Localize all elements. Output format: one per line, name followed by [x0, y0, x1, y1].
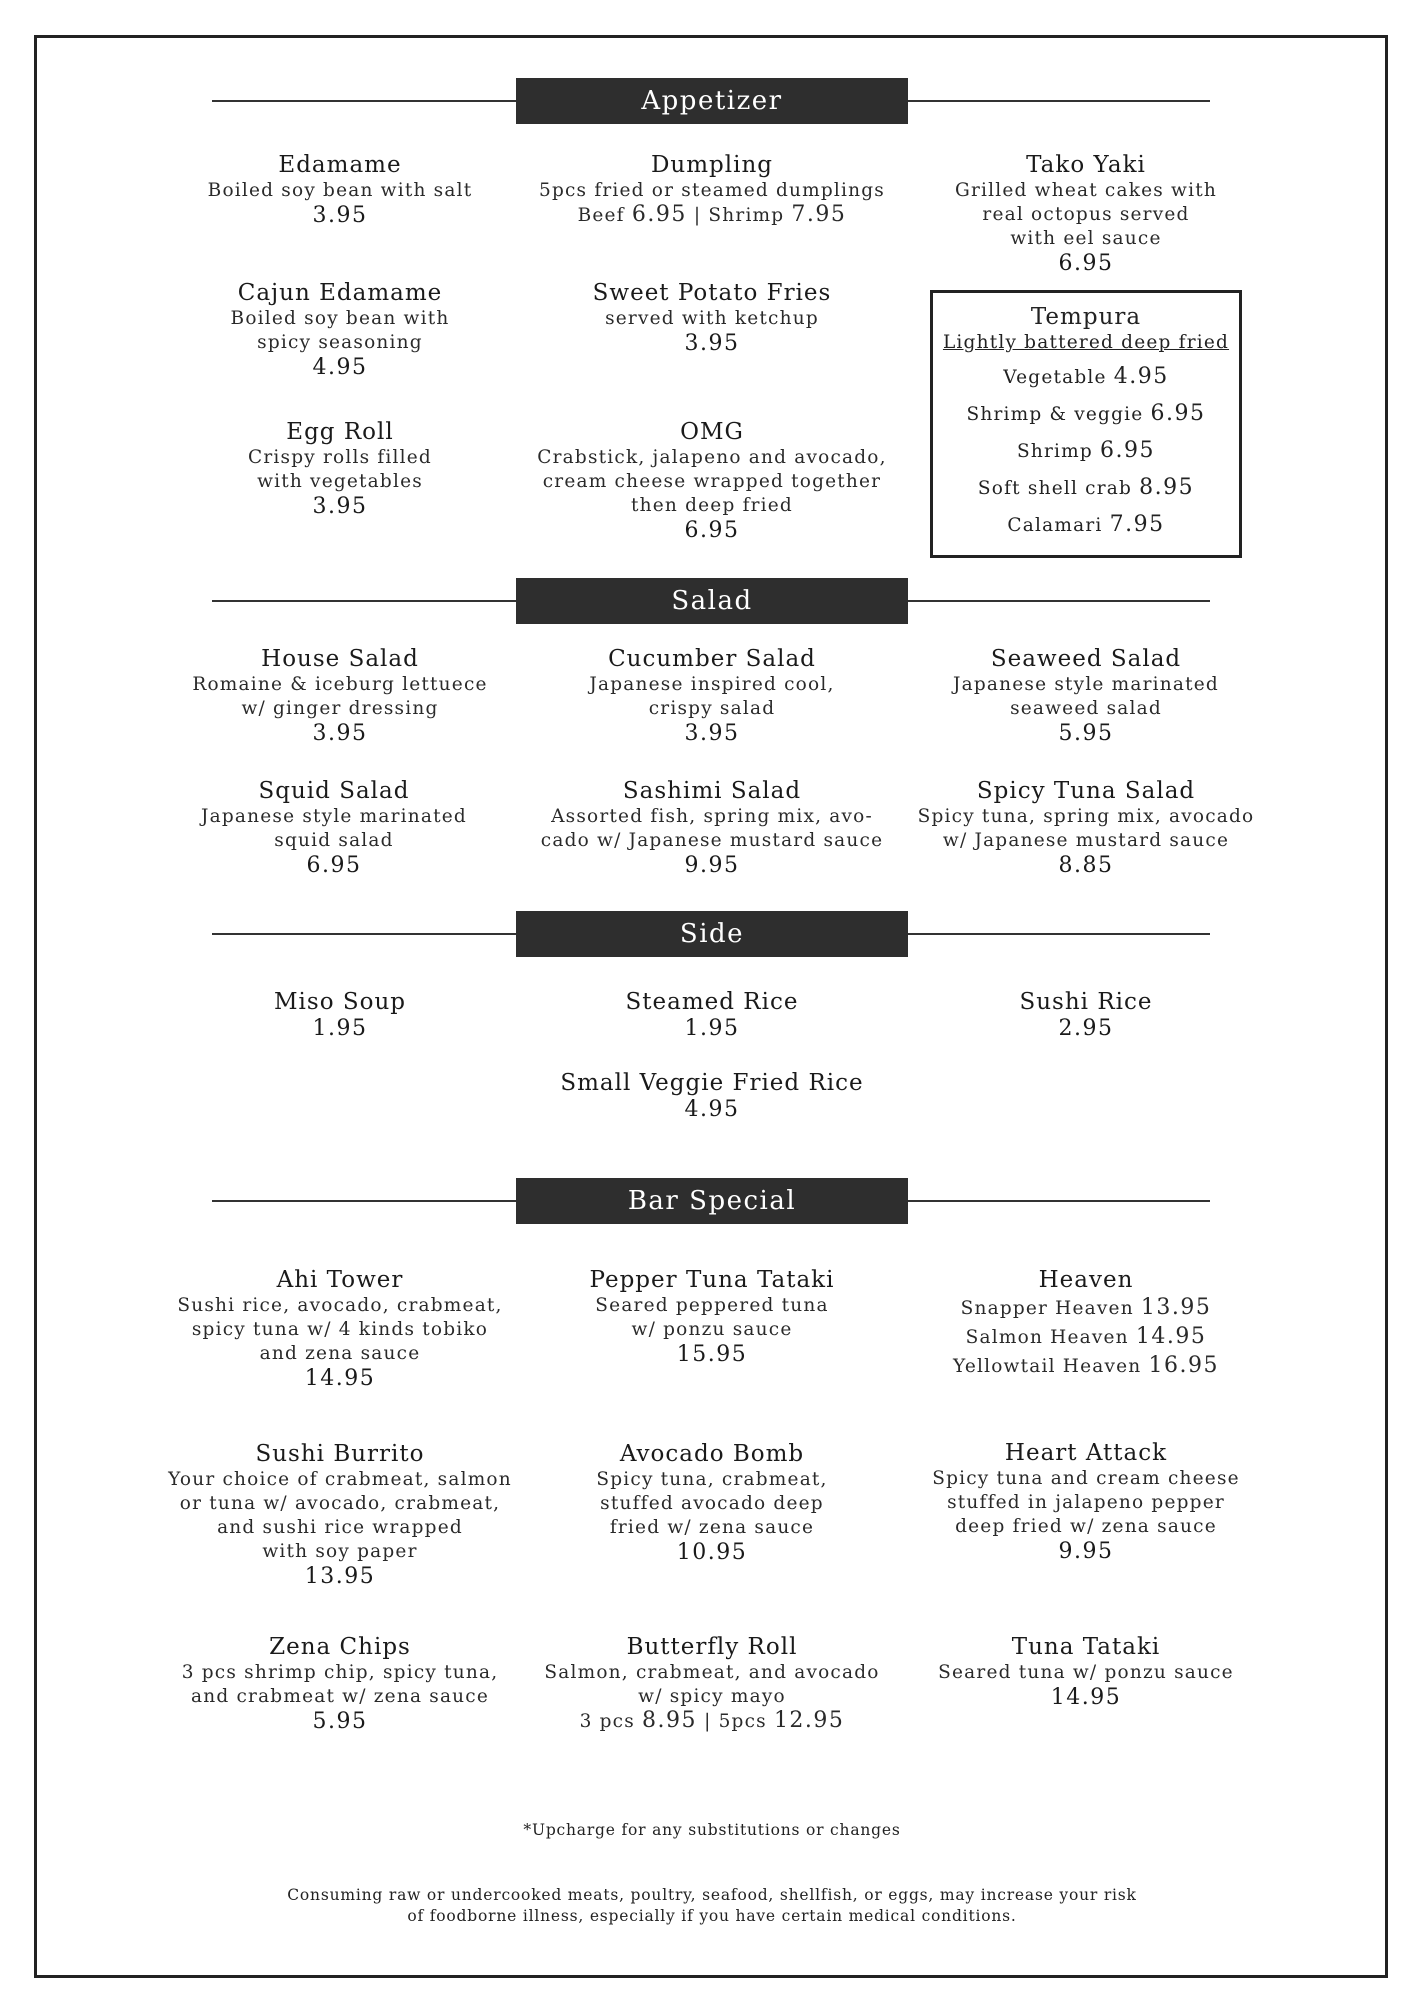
item-price: 1.95 — [684, 1016, 740, 1041]
item-name: Tuna Tataki — [1011, 1634, 1161, 1660]
item-name: Heaven — [1038, 1267, 1134, 1293]
item-description: w/ ginger dressing — [241, 698, 439, 719]
option-price: 13.95 — [1140, 1295, 1212, 1320]
item-description: or tuna w/ avocado, crabmeat, — [179, 1493, 501, 1514]
section-header-appetizer — [212, 78, 1210, 124]
item-price: 2.95 — [1058, 1016, 1114, 1041]
item-description: stuffed avocado deep — [600, 1493, 824, 1514]
item-description: cream cheese wrapped together — [542, 471, 882, 492]
menu-item-spicy-tuna-salad — [896, 777, 1276, 879]
item-price-options — [522, 203, 902, 228]
item-description: w/ ponzu sauce — [631, 1319, 793, 1340]
item-description: and crabmeat w/ zena sauce — [191, 1686, 489, 1707]
item-description: and zena sauce — [259, 1343, 421, 1364]
option-price: 7.95 — [1109, 512, 1165, 537]
item-description: Grilled wheat cakes with — [955, 180, 1217, 201]
menu-item-tuna-tataki — [896, 1633, 1276, 1711]
heaven-option — [896, 1294, 1276, 1323]
item-name: Egg Roll — [286, 419, 394, 445]
item-description: stuffed in jalapeno pepper — [947, 1492, 1225, 1513]
option-label: Beef — [577, 205, 632, 226]
option-label: Shrimp & veggie — [966, 404, 1151, 425]
item-price: 5.95 — [1058, 721, 1114, 746]
item-description: 3 pcs shrimp chip, spicy tuna, — [181, 1662, 499, 1683]
item-price: 6.95 — [684, 518, 740, 543]
option-price: 14.95 — [1135, 1324, 1207, 1349]
item-description: fried w/ zena sauce — [609, 1517, 815, 1538]
item-description: Boiled soy bean with — [230, 308, 450, 329]
menu-item-edamame — [150, 151, 530, 229]
item-price: 3.95 — [312, 203, 368, 228]
menu-item-cucumber-salad — [522, 645, 902, 747]
item-name: Cucumber Salad — [608, 646, 816, 672]
menu-item-sushi-burrito — [150, 1440, 530, 1590]
item-description: and sushi rice wrapped — [217, 1517, 463, 1538]
item-description: Salmon, crabmeat, and avocado — [544, 1662, 880, 1683]
item-description: real octopus served — [982, 204, 1190, 225]
item-price: 10.95 — [676, 1540, 748, 1565]
item-price: 1.95 — [312, 1016, 368, 1041]
item-name: Heart Attack — [1004, 1440, 1168, 1466]
menu-item-heaven — [896, 1266, 1276, 1381]
item-name: Steamed Rice — [625, 989, 799, 1015]
item-name: Dumpling — [650, 152, 774, 178]
item-description: w/ spicy mayo — [638, 1686, 786, 1707]
item-description: spicy tuna w/ 4 kinds tobiko — [191, 1319, 489, 1340]
item-description: deep fried w/ zena sauce — [955, 1516, 1217, 1537]
option-label: 3 pcs — [579, 1711, 642, 1732]
item-description: Japanese style marinated — [953, 674, 1219, 695]
tempura-option — [933, 433, 1239, 470]
option-label: Calamari — [1007, 515, 1110, 536]
item-name: Spicy Tuna Salad — [976, 778, 1196, 804]
option-price: 8.95 — [642, 1708, 697, 1733]
menu-item-omg — [522, 418, 902, 544]
item-description: Japanese style marinated — [201, 806, 467, 827]
item-name: Miso Soup — [273, 989, 406, 1015]
option-price: 12.95 — [773, 1708, 845, 1733]
option-separator: | 5pcs — [696, 1711, 774, 1732]
menu-item-tako-yaki — [896, 151, 1276, 277]
item-name: Pepper Tuna Tataki — [589, 1267, 835, 1293]
item-description: Boiled soy bean with salt — [207, 180, 473, 201]
option-separator: | Shrimp — [686, 205, 792, 226]
menu-item-veggie-fried-rice — [522, 1069, 902, 1123]
tempura-option — [933, 396, 1239, 433]
option-label: Vegetable — [1003, 367, 1114, 388]
item-price: 13.95 — [304, 1564, 376, 1589]
item-subtitle: Lightly battered deep fried — [942, 332, 1230, 353]
disclaimer-line: of foodborne illness, especially if you have certain medical conditions. — [407, 1907, 1017, 1925]
menu-item-pepper-tuna-tataki — [522, 1266, 902, 1368]
health-disclaimer — [0, 1885, 1424, 1927]
menu-item-dumpling — [522, 151, 902, 228]
item-name: Avocado Bomb — [619, 1441, 805, 1467]
item-price: 3.95 — [684, 721, 740, 746]
item-description: w/ Japanese mustard sauce — [942, 830, 1230, 851]
item-description: with vegetables — [257, 471, 423, 492]
upcharge-note: *Upcharge for any substitutions or changes — [523, 1821, 901, 1839]
item-price: 5.95 — [312, 1709, 368, 1734]
item-description: Crabstick, jalapeno and avocado, — [537, 447, 887, 468]
item-description: Romaine & iceburg lettuece — [192, 674, 488, 695]
tempura-option — [933, 359, 1239, 396]
option-label: Yellowtail Heaven — [953, 1356, 1149, 1377]
item-name: Butterfly Roll — [626, 1634, 798, 1660]
section-title: Side — [516, 911, 908, 957]
item-description: served with ketchup — [605, 308, 819, 329]
item-price: 3.95 — [312, 721, 368, 746]
item-description: cado w/ Japanese mustard sauce — [540, 830, 884, 851]
item-description: with eel sauce — [1010, 228, 1162, 249]
heaven-option — [896, 1352, 1276, 1381]
item-description: Seared peppered tuna — [595, 1295, 829, 1316]
menu-item-butterfly-roll — [522, 1633, 902, 1734]
item-price: 14.95 — [304, 1366, 376, 1391]
section-title: Bar Special — [516, 1178, 908, 1224]
option-price: 6.95 — [1100, 438, 1155, 463]
item-name: Tempura — [1030, 304, 1142, 330]
item-description: Spicy tuna and cream cheese — [932, 1468, 1240, 1489]
item-price: 8.85 — [1058, 853, 1114, 878]
item-name: Small Veggie Fried Rice — [560, 1070, 864, 1096]
item-name: Squid Salad — [258, 778, 410, 804]
option-price: 8.95 — [1139, 475, 1195, 500]
item-description: Japanese inspired cool, — [589, 674, 835, 695]
item-name: Zena Chips — [269, 1634, 411, 1660]
option-price: 6.95 — [631, 202, 687, 227]
menu-item-ahi-tower — [150, 1266, 530, 1392]
option-price: 16.95 — [1148, 1353, 1219, 1378]
item-name: Sushi Rice — [1019, 989, 1153, 1015]
section-title: Salad — [516, 578, 908, 624]
disclaimer-line: Consuming raw or undercooked meats, poultry, seafood, shellfish, or eggs, may increase your risk — [287, 1886, 1137, 1904]
menu-item-sashimi-salad — [522, 777, 902, 879]
item-price: 6.95 — [1058, 251, 1114, 276]
section-header-side — [212, 911, 1210, 957]
menu-item-zena-chips — [150, 1633, 530, 1735]
menu-item-egg-roll — [150, 418, 530, 520]
item-description: seaweed salad — [1010, 698, 1162, 719]
item-description: 5pcs fried or steamed dumplings — [538, 180, 886, 201]
item-price: 14.95 — [1050, 1685, 1122, 1710]
item-name: House Salad — [261, 646, 419, 672]
item-price: 4.95 — [312, 355, 368, 380]
option-price: 7.95 — [791, 202, 847, 227]
item-description: Assorted fish, spring mix, avo- — [551, 806, 873, 827]
tempura-option — [933, 507, 1239, 544]
item-description: Your choice of crabmeat, salmon — [168, 1469, 512, 1490]
item-description: Crispy rolls filled — [248, 447, 432, 468]
option-price: 4.95 — [1113, 364, 1169, 389]
item-price: 3.95 — [684, 331, 740, 356]
item-name: Seaweed Salad — [990, 646, 1182, 672]
item-price: 9.95 — [684, 853, 740, 878]
menu-item-cajun-edamame — [150, 279, 530, 381]
item-name: OMG — [680, 419, 744, 445]
tempura-option — [933, 470, 1239, 507]
tempura-box — [930, 290, 1242, 558]
menu-item-squid-salad — [144, 777, 524, 879]
section-header-bar-special — [212, 1178, 1210, 1224]
item-price: 6.95 — [306, 853, 362, 878]
item-name: Sushi Burrito — [255, 1441, 425, 1467]
item-description: Sushi rice, avocado, crabmeat, — [177, 1295, 503, 1316]
option-label: Snapper Heaven — [960, 1298, 1141, 1319]
menu-item-seaweed-salad — [896, 645, 1276, 747]
menu-item-sushi-rice — [896, 988, 1276, 1042]
heaven-option — [896, 1323, 1276, 1352]
item-description: Spicy tuna, crabmeat, — [596, 1469, 828, 1490]
item-name: Cajun Edamame — [237, 280, 443, 306]
item-price: 9.95 — [1058, 1539, 1114, 1564]
item-name: Edamame — [278, 152, 402, 178]
item-description: spicy seasoning — [257, 332, 423, 353]
option-label: Salmon Heaven — [965, 1327, 1136, 1348]
item-price: 3.95 — [312, 494, 368, 519]
menu-item-house-salad — [150, 645, 530, 747]
item-description: crispy salad — [648, 698, 776, 719]
item-name: Sweet Potato Fries — [592, 280, 832, 306]
item-name: Sashimi Salad — [622, 778, 802, 804]
item-price: 15.95 — [676, 1342, 748, 1367]
option-label: Soft shell crab — [977, 478, 1140, 499]
item-description: then deep fried — [631, 495, 793, 516]
menu-item-miso-soup — [150, 988, 530, 1042]
menu-item-sweet-potato-fries — [522, 279, 902, 357]
item-price-options — [522, 1709, 902, 1734]
section-title: Appetizer — [516, 78, 908, 124]
menu-item-steamed-rice — [522, 988, 902, 1042]
option-price: 6.95 — [1150, 401, 1206, 426]
item-name: Tako Yaki — [1026, 152, 1146, 178]
item-description: Spicy tuna, spring mix, avocado — [917, 806, 1255, 827]
option-label: Shrimp — [1017, 441, 1101, 462]
section-header-salad — [212, 578, 1210, 624]
item-description: with soy paper — [262, 1541, 418, 1562]
item-name: Ahi Tower — [276, 1267, 404, 1293]
menu-item-avocado-bomb — [522, 1440, 902, 1566]
item-price: 4.95 — [684, 1097, 740, 1122]
menu-item-heart-attack — [896, 1439, 1276, 1565]
item-description: squid salad — [274, 830, 394, 851]
item-description: Seared tuna w/ ponzu sauce — [938, 1662, 1234, 1683]
